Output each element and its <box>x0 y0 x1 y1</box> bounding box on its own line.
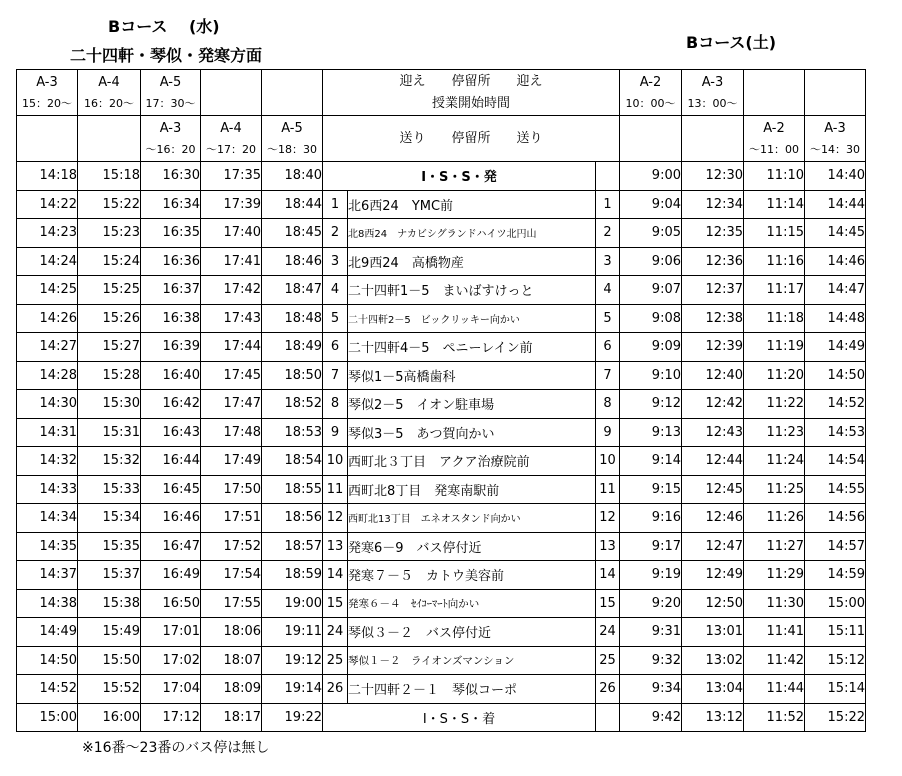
time-cell: 14:49 <box>805 333 866 362</box>
header-row-pickup <box>17 70 866 116</box>
time-cell: 17:35 <box>201 162 262 191</box>
time-cell: 16:34 <box>141 190 201 219</box>
time-cell: 14:56 <box>805 504 866 533</box>
stop-row <box>17 675 866 704</box>
empty-cell <box>17 116 78 162</box>
time-cell: 18:07 <box>201 646 262 675</box>
time-cell: 12:45 <box>682 475 744 504</box>
stop-name: 琴似３－２ バス停付近 <box>348 618 596 647</box>
time-cell: 14:55 <box>805 475 866 504</box>
empty-cell <box>596 703 620 732</box>
time-cell: 16:00 <box>78 703 141 732</box>
time-cell: 17:49 <box>201 447 262 476</box>
time-cell: 19:22 <box>262 703 323 732</box>
time-cell: 14:54 <box>805 447 866 476</box>
stop-number: 24 <box>323 618 348 647</box>
stop-number: 15 <box>323 589 348 618</box>
header-cell: A-3 ～16：20 <box>141 116 201 162</box>
time-cell: 16:40 <box>141 361 201 390</box>
stop-name: 北6西24 YMC前 <box>348 190 596 219</box>
time-cell: 14:28 <box>17 361 78 390</box>
empty-cell <box>682 116 744 162</box>
time-cell: 11:25 <box>744 475 805 504</box>
time-cell: 16:50 <box>141 589 201 618</box>
time-cell: 12:37 <box>682 276 744 305</box>
stop-row <box>17 447 866 476</box>
time-cell: 14:23 <box>17 219 78 248</box>
time-cell: 14:46 <box>805 247 866 276</box>
time-cell: 14:30 <box>17 390 78 419</box>
time-cell: 9:09 <box>620 333 682 362</box>
stop-row <box>17 475 866 504</box>
time-cell: 17:55 <box>201 589 262 618</box>
time-cell: 18:44 <box>262 190 323 219</box>
time-cell: 16:30 <box>141 162 201 191</box>
stop-name: 二十四軒1－5 まいばすけっと <box>348 276 596 305</box>
stop-row <box>17 561 866 590</box>
stop-number: 11 <box>596 475 620 504</box>
time-cell: 12:39 <box>682 333 744 362</box>
stop-name: 発寒６－４ ｾｲｺｰﾏｰﾄ向かい <box>348 589 596 618</box>
time-cell: 14:49 <box>17 618 78 647</box>
stop-number: 15 <box>596 589 620 618</box>
time-cell: 9:14 <box>620 447 682 476</box>
time-cell: 19:12 <box>262 646 323 675</box>
empty-cell <box>596 162 620 191</box>
time-cell: 11:41 <box>744 618 805 647</box>
time-cell: 14:31 <box>17 418 78 447</box>
pickup-header: 迎え 停留所 迎え 授業開始時間 <box>323 70 620 116</box>
time-cell: 15:00 <box>17 703 78 732</box>
time-cell: 14:37 <box>17 561 78 590</box>
time-cell: 16:39 <box>141 333 201 362</box>
stop-number: 14 <box>323 561 348 590</box>
time-cell: 12:30 <box>682 162 744 191</box>
header-cell: A-5 ～18：30 <box>262 116 323 162</box>
empty-cell <box>78 116 141 162</box>
time-cell: 11:24 <box>744 447 805 476</box>
time-cell: 11:30 <box>744 589 805 618</box>
time-cell: 16:37 <box>141 276 201 305</box>
time-cell: 11:14 <box>744 190 805 219</box>
time-cell: 16:43 <box>141 418 201 447</box>
time-cell: 15:49 <box>78 618 141 647</box>
time-cell: 15:22 <box>78 190 141 219</box>
stop-number: 14 <box>596 561 620 590</box>
stop-number: 3 <box>596 247 620 276</box>
dropoff-header: 送り 停留所 送り <box>323 116 620 162</box>
time-cell: 14:40 <box>805 162 866 191</box>
time-cell: 11:18 <box>744 304 805 333</box>
time-cell: 18:40 <box>262 162 323 191</box>
time-cell: 17:02 <box>141 646 201 675</box>
stop-number: 1 <box>323 190 348 219</box>
time-cell: 11:29 <box>744 561 805 590</box>
time-cell: 12:35 <box>682 219 744 248</box>
stop-number: 8 <box>323 390 348 419</box>
stop-name: 西町北13丁目 エネオスタンド向かい <box>348 504 596 533</box>
header-cell: A-2 ～11：00 <box>744 116 805 162</box>
time-cell: 9:00 <box>620 162 682 191</box>
time-cell: 11:27 <box>744 532 805 561</box>
header-cell: A-4 ～17：20 <box>201 116 262 162</box>
time-cell: 15:26 <box>78 304 141 333</box>
stop-name: 琴似１－２ ライオンズマンション <box>348 646 596 675</box>
stop-row <box>17 219 866 248</box>
time-cell: 18:48 <box>262 304 323 333</box>
stop-number: 13 <box>596 532 620 561</box>
time-cell: 9:10 <box>620 361 682 390</box>
time-cell: 15:22 <box>805 703 866 732</box>
stop-number: 26 <box>323 675 348 704</box>
time-cell: 9:07 <box>620 276 682 305</box>
time-cell: 15:38 <box>78 589 141 618</box>
stop-row <box>17 247 866 276</box>
stop-number: 6 <box>596 333 620 362</box>
time-cell: 14:24 <box>17 247 78 276</box>
time-cell: 19:00 <box>262 589 323 618</box>
stop-number: 11 <box>323 475 348 504</box>
time-cell: 11:52 <box>744 703 805 732</box>
time-cell: 16:49 <box>141 561 201 590</box>
arrive-row <box>17 703 866 732</box>
stop-number: 10 <box>323 447 348 476</box>
time-cell: 13:12 <box>682 703 744 732</box>
depart-label: I・S・S・発 <box>323 162 596 191</box>
time-cell: 11:42 <box>744 646 805 675</box>
stop-number: 25 <box>596 646 620 675</box>
stop-row <box>17 418 866 447</box>
stop-name: 琴似3－5 あつ賀向かい <box>348 418 596 447</box>
time-cell: 16:45 <box>141 475 201 504</box>
stop-name: 二十四軒4－5 ペニーレイン前 <box>348 333 596 362</box>
time-cell: 16:35 <box>141 219 201 248</box>
stop-name: 発寒6－9 バス停付近 <box>348 532 596 561</box>
time-cell: 17:12 <box>141 703 201 732</box>
stop-number: 26 <box>596 675 620 704</box>
time-cell: 15:30 <box>78 390 141 419</box>
time-cell: 12:42 <box>682 390 744 419</box>
time-cell: 16:47 <box>141 532 201 561</box>
time-cell: 15:00 <box>805 589 866 618</box>
time-cell: 16:38 <box>141 304 201 333</box>
stop-name: 北8西24 ナカビシグランドハイツ北円山 <box>348 219 596 248</box>
stop-row <box>17 646 866 675</box>
time-cell: 14:35 <box>17 532 78 561</box>
time-cell: 18:45 <box>262 219 323 248</box>
stop-name: 琴似2－5 イオン駐車場 <box>348 390 596 419</box>
depart-row <box>17 162 866 191</box>
stop-number: 8 <box>596 390 620 419</box>
time-cell: 11:26 <box>744 504 805 533</box>
stop-number: 13 <box>323 532 348 561</box>
time-cell: 9:34 <box>620 675 682 704</box>
time-cell: 15:18 <box>78 162 141 191</box>
stop-number: 4 <box>323 276 348 305</box>
time-cell: 9:20 <box>620 589 682 618</box>
time-cell: 14:44 <box>805 190 866 219</box>
arrive-label: I・S・S・着 <box>323 703 596 732</box>
time-cell: 12:40 <box>682 361 744 390</box>
time-cell: 9:13 <box>620 418 682 447</box>
time-cell: 11:16 <box>744 247 805 276</box>
stop-number: 9 <box>596 418 620 447</box>
time-cell: 9:32 <box>620 646 682 675</box>
stop-number: 5 <box>323 304 348 333</box>
time-cell: 11:10 <box>744 162 805 191</box>
time-cell: 17:51 <box>201 504 262 533</box>
time-cell: 17:01 <box>141 618 201 647</box>
time-cell: 18:54 <box>262 447 323 476</box>
time-cell: 12:43 <box>682 418 744 447</box>
time-cell: 17:39 <box>201 190 262 219</box>
time-cell: 9:04 <box>620 190 682 219</box>
time-cell: 9:16 <box>620 504 682 533</box>
empty-cell <box>262 70 323 116</box>
header-cell: A-4 16：20～ <box>78 70 141 116</box>
stop-name: 二十四軒２－１ 琴似コーポ <box>348 675 596 704</box>
time-cell: 16:42 <box>141 390 201 419</box>
time-cell: 15:28 <box>78 361 141 390</box>
stop-number: 5 <box>596 304 620 333</box>
stop-number: 7 <box>596 361 620 390</box>
time-cell: 18:52 <box>262 390 323 419</box>
time-cell: 13:02 <box>682 646 744 675</box>
time-cell: 14:27 <box>17 333 78 362</box>
route-direction-title: 二十四軒・琴似・発寒方面 <box>70 46 263 65</box>
time-cell: 12:46 <box>682 504 744 533</box>
stop-row <box>17 390 866 419</box>
time-cell: 12:50 <box>682 589 744 618</box>
time-cell: 15:23 <box>78 219 141 248</box>
time-cell: 14:50 <box>805 361 866 390</box>
time-cell: 14:45 <box>805 219 866 248</box>
time-cell: 15:25 <box>78 276 141 305</box>
time-cell: 17:44 <box>201 333 262 362</box>
stop-row <box>17 589 866 618</box>
time-cell: 13:01 <box>682 618 744 647</box>
time-cell: 14:18 <box>17 162 78 191</box>
stop-row <box>17 361 866 390</box>
stop-row <box>17 618 866 647</box>
time-cell: 12:38 <box>682 304 744 333</box>
course-b-wed-title: Bコース (水) <box>108 17 220 36</box>
stop-number: 10 <box>596 447 620 476</box>
time-cell: 9:08 <box>620 304 682 333</box>
time-cell: 12:44 <box>682 447 744 476</box>
time-cell: 18:47 <box>262 276 323 305</box>
time-cell: 17:50 <box>201 475 262 504</box>
stop-name: 西町北8丁目 発寒南駅前 <box>348 475 596 504</box>
time-cell: 11:15 <box>744 219 805 248</box>
time-cell: 15:11 <box>805 618 866 647</box>
time-cell: 18:59 <box>262 561 323 590</box>
time-cell: 14:38 <box>17 589 78 618</box>
header-cell: A-3 13：00～ <box>682 70 744 116</box>
time-cell: 18:06 <box>201 618 262 647</box>
empty-cell <box>620 116 682 162</box>
time-cell: 12:36 <box>682 247 744 276</box>
stop-name: 西町北３丁目 アクア治療院前 <box>348 447 596 476</box>
time-cell: 17:43 <box>201 304 262 333</box>
time-cell: 17:54 <box>201 561 262 590</box>
time-cell: 15:33 <box>78 475 141 504</box>
time-cell: 15:34 <box>78 504 141 533</box>
time-cell: 12:34 <box>682 190 744 219</box>
time-cell: 17:04 <box>141 675 201 704</box>
stop-row <box>17 190 866 219</box>
time-cell: 15:52 <box>78 675 141 704</box>
time-cell: 9:05 <box>620 219 682 248</box>
time-cell: 17:41 <box>201 247 262 276</box>
stop-number: 7 <box>323 361 348 390</box>
time-cell: 9:19 <box>620 561 682 590</box>
time-cell: 15:24 <box>78 247 141 276</box>
time-cell: 17:42 <box>201 276 262 305</box>
time-cell: 14:50 <box>17 646 78 675</box>
stop-row <box>17 532 866 561</box>
time-cell: 12:47 <box>682 532 744 561</box>
time-cell: 14:22 <box>17 190 78 219</box>
header-cell: A-3 15：20～ <box>17 70 78 116</box>
empty-cell <box>744 70 805 116</box>
header-row-dropoff <box>17 116 866 162</box>
stop-number: 6 <box>323 333 348 362</box>
time-cell: 17:47 <box>201 390 262 419</box>
time-cell: 15:31 <box>78 418 141 447</box>
time-cell: 14:25 <box>17 276 78 305</box>
time-cell: 14:59 <box>805 561 866 590</box>
time-cell: 14:33 <box>17 475 78 504</box>
time-cell: 19:11 <box>262 618 323 647</box>
stop-number: 3 <box>323 247 348 276</box>
time-cell: 16:44 <box>141 447 201 476</box>
time-cell: 17:48 <box>201 418 262 447</box>
time-cell: 14:26 <box>17 304 78 333</box>
stop-row <box>17 504 866 533</box>
time-cell: 14:52 <box>17 675 78 704</box>
time-cell: 18:09 <box>201 675 262 704</box>
time-cell: 19:14 <box>262 675 323 704</box>
time-cell: 15:27 <box>78 333 141 362</box>
time-cell: 15:32 <box>78 447 141 476</box>
course-b-sat-title: Bコース(土) <box>686 33 777 52</box>
stop-row <box>17 333 866 362</box>
time-cell: 9:15 <box>620 475 682 504</box>
time-cell: 14:53 <box>805 418 866 447</box>
stop-number: 24 <box>596 618 620 647</box>
stop-row <box>17 304 866 333</box>
time-cell: 11:22 <box>744 390 805 419</box>
stop-name: 発寒７－５ カトウ美容前 <box>348 561 596 590</box>
time-cell: 9:06 <box>620 247 682 276</box>
time-cell: 17:52 <box>201 532 262 561</box>
time-cell: 9:12 <box>620 390 682 419</box>
time-cell: 11:23 <box>744 418 805 447</box>
stop-number: 1 <box>596 190 620 219</box>
stop-number: 12 <box>596 504 620 533</box>
time-cell: 15:14 <box>805 675 866 704</box>
time-cell: 11:44 <box>744 675 805 704</box>
time-cell: 15:37 <box>78 561 141 590</box>
header-cell: A-5 17：30～ <box>141 70 201 116</box>
time-cell: 12:49 <box>682 561 744 590</box>
stop-number: 12 <box>323 504 348 533</box>
time-cell: 11:17 <box>744 276 805 305</box>
empty-cell <box>805 70 866 116</box>
time-cell: 18:53 <box>262 418 323 447</box>
bus-timetable <box>16 69 866 732</box>
stop-name: 琴似1－5高橋歯科 <box>348 361 596 390</box>
time-cell: 9:31 <box>620 618 682 647</box>
time-cell: 14:52 <box>805 390 866 419</box>
time-cell: 9:42 <box>620 703 682 732</box>
time-cell: 18:50 <box>262 361 323 390</box>
time-cell: 11:20 <box>744 361 805 390</box>
time-cell: 9:17 <box>620 532 682 561</box>
header-cell: A-3 ～14：30 <box>805 116 866 162</box>
time-cell: 14:32 <box>17 447 78 476</box>
time-cell: 16:46 <box>141 504 201 533</box>
empty-cell <box>201 70 262 116</box>
time-cell: 14:47 <box>805 276 866 305</box>
time-cell: 15:35 <box>78 532 141 561</box>
stop-name: 北9西24 高橋物産 <box>348 247 596 276</box>
stop-number: 4 <box>596 276 620 305</box>
stop-number: 2 <box>596 219 620 248</box>
stop-row <box>17 276 866 305</box>
stop-number: 9 <box>323 418 348 447</box>
footnote: ※16番～23番のバス停は無し <box>82 740 270 756</box>
time-cell: 18:55 <box>262 475 323 504</box>
stop-name: 二十四軒2－5 ビックリッキー向かい <box>348 304 596 333</box>
time-cell: 16:36 <box>141 247 201 276</box>
time-cell: 14:48 <box>805 304 866 333</box>
time-cell: 18:57 <box>262 532 323 561</box>
stop-number: 2 <box>323 219 348 248</box>
stop-number: 25 <box>323 646 348 675</box>
time-cell: 15:12 <box>805 646 866 675</box>
time-cell: 14:57 <box>805 532 866 561</box>
time-cell: 11:19 <box>744 333 805 362</box>
time-cell: 18:49 <box>262 333 323 362</box>
time-cell: 14:34 <box>17 504 78 533</box>
time-cell: 18:17 <box>201 703 262 732</box>
time-cell: 17:45 <box>201 361 262 390</box>
time-cell: 15:50 <box>78 646 141 675</box>
time-cell: 18:56 <box>262 504 323 533</box>
header-cell: A-2 10：00～ <box>620 70 682 116</box>
time-cell: 18:46 <box>262 247 323 276</box>
time-cell: 17:40 <box>201 219 262 248</box>
time-cell: 13:04 <box>682 675 744 704</box>
